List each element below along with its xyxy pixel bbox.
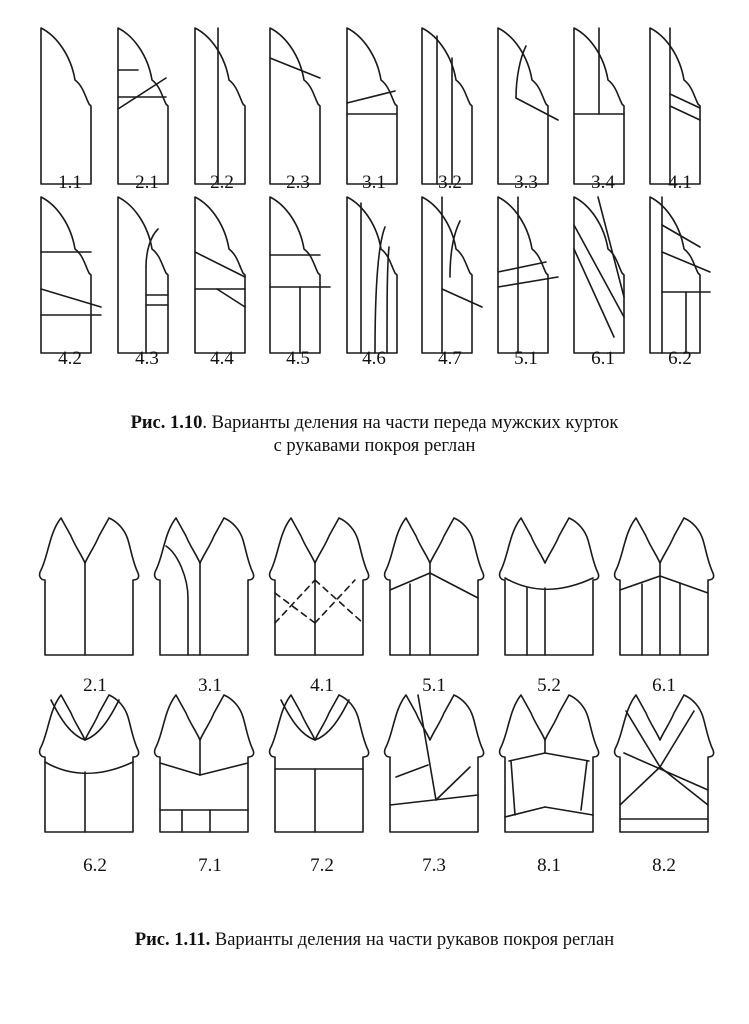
sleeve-variant-8-1 (500, 695, 599, 832)
front-label: 4.4 (210, 348, 234, 369)
front-label: 4.7 (438, 348, 462, 369)
caption-line-2: с рукавами покроя реглан (273, 436, 476, 456)
front-label: 6.2 (668, 348, 692, 369)
front-variant-2-1 (118, 28, 168, 184)
front-variant-1-1 (41, 28, 91, 184)
sleeve-label: 4.1 (310, 675, 334, 696)
sleeve-label: 7.1 (198, 855, 222, 876)
front-label: 1.1 (58, 172, 82, 193)
front-variant-4-6 (347, 197, 397, 353)
figure-1-11-caption (0, 929, 749, 952)
front-variant-2-3 (270, 28, 320, 184)
front-label: 2.1 (135, 172, 159, 193)
front-variant-4-2 (41, 197, 101, 353)
sleeve-label: 6.2 (83, 855, 107, 876)
sleeve-variant-4-1 (270, 518, 369, 655)
front-label: 4.6 (362, 348, 386, 369)
front-label: 6.1 (591, 348, 615, 369)
sleeve-label: 2.1 (83, 675, 107, 696)
front-variant-3-2 (422, 28, 472, 184)
caption-line-1 (0, 412, 749, 435)
front-label: 4.3 (135, 348, 159, 369)
front-variant-4-4 (195, 197, 245, 353)
caption-line-1 (0, 929, 749, 952)
sleeve-label: 7.3 (422, 855, 446, 876)
front-variant-3-3 (498, 28, 558, 184)
caption-figure-number: Рис. 1.11. (134, 930, 211, 950)
sleeve-label: 7.2 (310, 855, 334, 876)
front-variant-4-3 (118, 197, 168, 353)
sleeve-variant-5-2 (500, 518, 599, 655)
caption-text: . Варианты деления на части переда мужских курток (202, 413, 619, 433)
sleeve-variant-6-2 (40, 695, 139, 832)
front-variant-6-2 (650, 197, 710, 353)
caption-figure-number: Рис. 1.10 (130, 413, 203, 433)
figure-1-10-caption (0, 412, 749, 458)
caption-text: Варианты деления на части рукавов покроя реглан (210, 930, 615, 950)
front-label: 2.2 (210, 172, 234, 193)
front-label: 4.2 (58, 348, 82, 369)
sleeve-label: 8.1 (537, 855, 561, 876)
front-label: 4.1 (668, 172, 692, 193)
front-label: 3.3 (514, 172, 538, 193)
sleeve-variant-7-1 (155, 695, 254, 832)
front-variant-6-1 (574, 197, 624, 353)
sleeve-label: 3.1 (198, 675, 222, 696)
sleeve-label: 5.2 (537, 675, 561, 696)
front-label: 5.1 (514, 348, 538, 369)
sleeve-label: 6.1 (652, 675, 676, 696)
sleeve-variant-5-1 (385, 518, 484, 655)
front-variant-3-4 (574, 28, 624, 184)
sleeve-variant-6-1 (615, 518, 714, 655)
front-variant-4-7 (422, 197, 482, 353)
front-label: 3.4 (591, 172, 615, 193)
sleeve-label: 5.1 (422, 675, 446, 696)
front-label: 3.1 (362, 172, 386, 193)
front-variant-5-1 (498, 197, 558, 353)
sleeve-variant-7-2 (270, 695, 369, 832)
front-variant-2-2 (195, 28, 245, 184)
front-variant-4-1 (650, 28, 700, 184)
sleeve-variant-2-1 (40, 518, 139, 655)
front-label: 2.3 (286, 172, 310, 193)
sleeve-variant-7-3 (385, 695, 484, 832)
front-label: 3.2 (438, 172, 462, 193)
sleeve-variant-3-1 (155, 518, 254, 655)
front-variant-4-5 (270, 197, 330, 353)
sleeve-label: 8.2 (652, 855, 676, 876)
front-variant-3-1 (347, 28, 397, 184)
front-label: 4.5 (286, 348, 310, 369)
sleeve-variant-8-2 (615, 695, 714, 832)
